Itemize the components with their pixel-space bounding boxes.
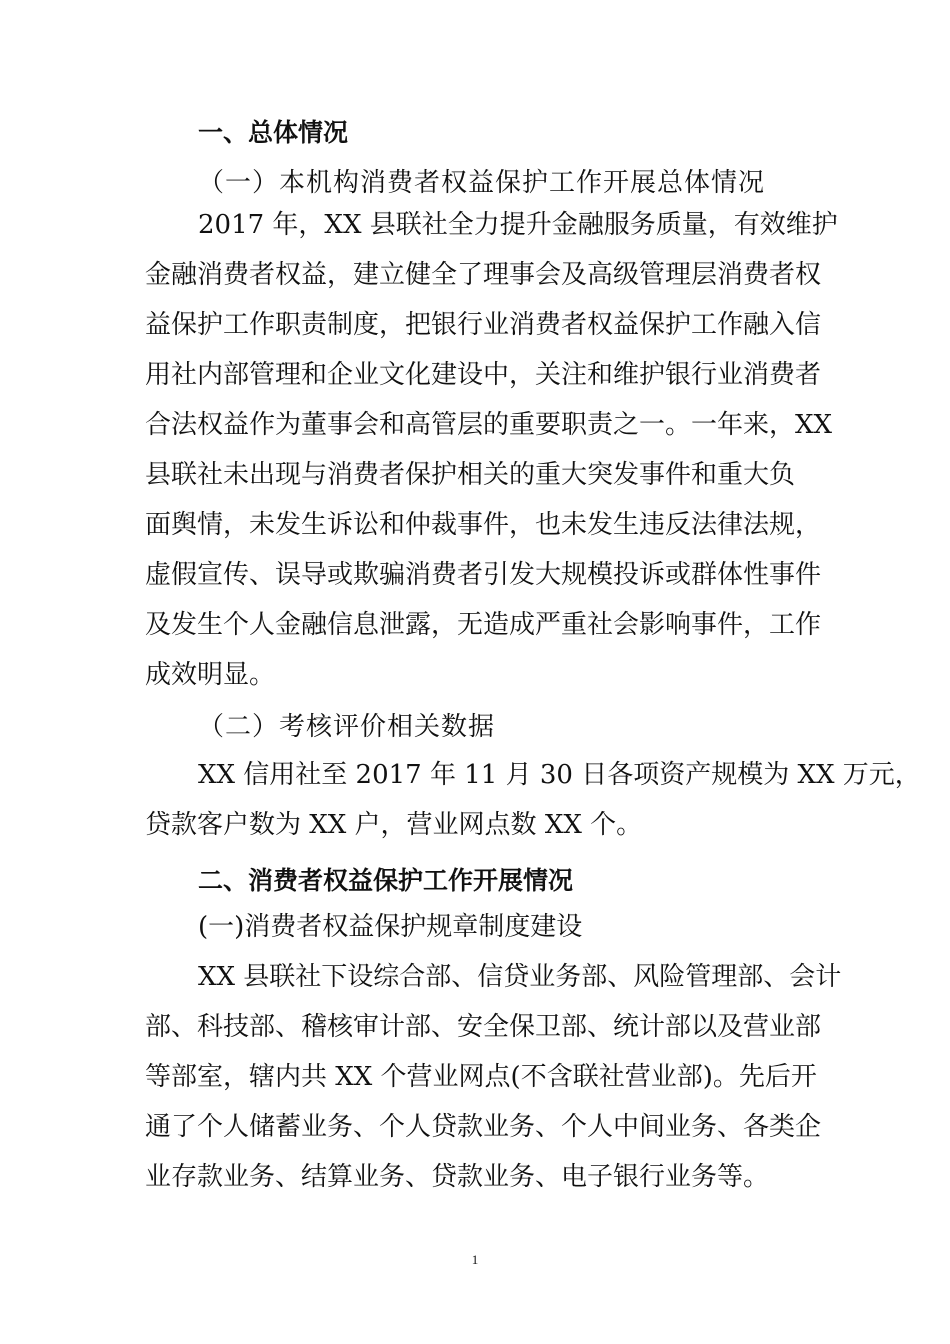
paragraph-line: XX 县联社下设综合部、信贷业务部、风险管理部、会计 xyxy=(198,962,842,992)
paragraph-line: 用社内部管理和企业文化建设中，关注和维护银行业消费者 xyxy=(145,360,822,390)
paragraph-line: 金融消费者权益，建立健全了理事会及高级管理层消费者权 xyxy=(145,260,822,290)
paragraph-line: 县联社未出现与消费者保护相关的重大突发事件和重大负 xyxy=(145,460,796,490)
paragraph-line: 益保护工作职责制度，把银行业消费者权益保护工作融入信 xyxy=(145,310,822,340)
section1-heading: 一、总体情况 xyxy=(198,118,349,147)
paragraph-line: 通了个人储蓄业务、个人贷款业务、个人中间业务、各类企 xyxy=(145,1112,822,1142)
section2-heading: 二、消费者权益保护工作开展情况 xyxy=(198,866,574,895)
paragraph-line: 2017 年，XX 县联社全力提升金融服务质量，有效维护 xyxy=(198,210,838,240)
paragraph-line: 贷款客户数为 XX 户，营业网点数 XX 个。 xyxy=(145,810,643,840)
paragraph-line: 合法权益作为董事会和高管层的重要职责之一。一年来，XX xyxy=(145,410,833,440)
paragraph-line: 部、科技部、稽核审计部、安全保卫部、统计部以及营业部 xyxy=(145,1012,822,1042)
section2-sub1-heading: (一)消费者权益保护规章制度建设 xyxy=(198,912,583,942)
paragraph-line: 面舆情，未发生诉讼和仲裁事件，也未发生违反法律法规， xyxy=(145,510,822,540)
section1-sub1-heading: （一）本机构消费者权益保护工作开展总体情况 xyxy=(198,168,766,198)
paragraph-line: 业存款业务、结算业务、贷款业务、电子银行业务等。 xyxy=(145,1162,770,1192)
section1-sub2-heading: （二）考核评价相关数据 xyxy=(198,712,496,742)
paragraph-line: 虚假宣传、误导或欺骗消费者引发大规模投诉或群体性事件 xyxy=(145,560,822,590)
paragraph-line: 等部室，辖内共 XX 个营业网点(不含联社营业部)。先后开 xyxy=(145,1062,817,1092)
page-number: 1 xyxy=(471,1252,479,1267)
paragraph-line: 成效明显。 xyxy=(145,660,276,690)
paragraph-line: 及发生个人金融信息泄露，无造成严重社会影响事件，工作 xyxy=(145,610,822,640)
paragraph-line: XX 信用社至 2017 年 11 月 30 日各项资产规模为 XX 万元， xyxy=(198,760,921,790)
